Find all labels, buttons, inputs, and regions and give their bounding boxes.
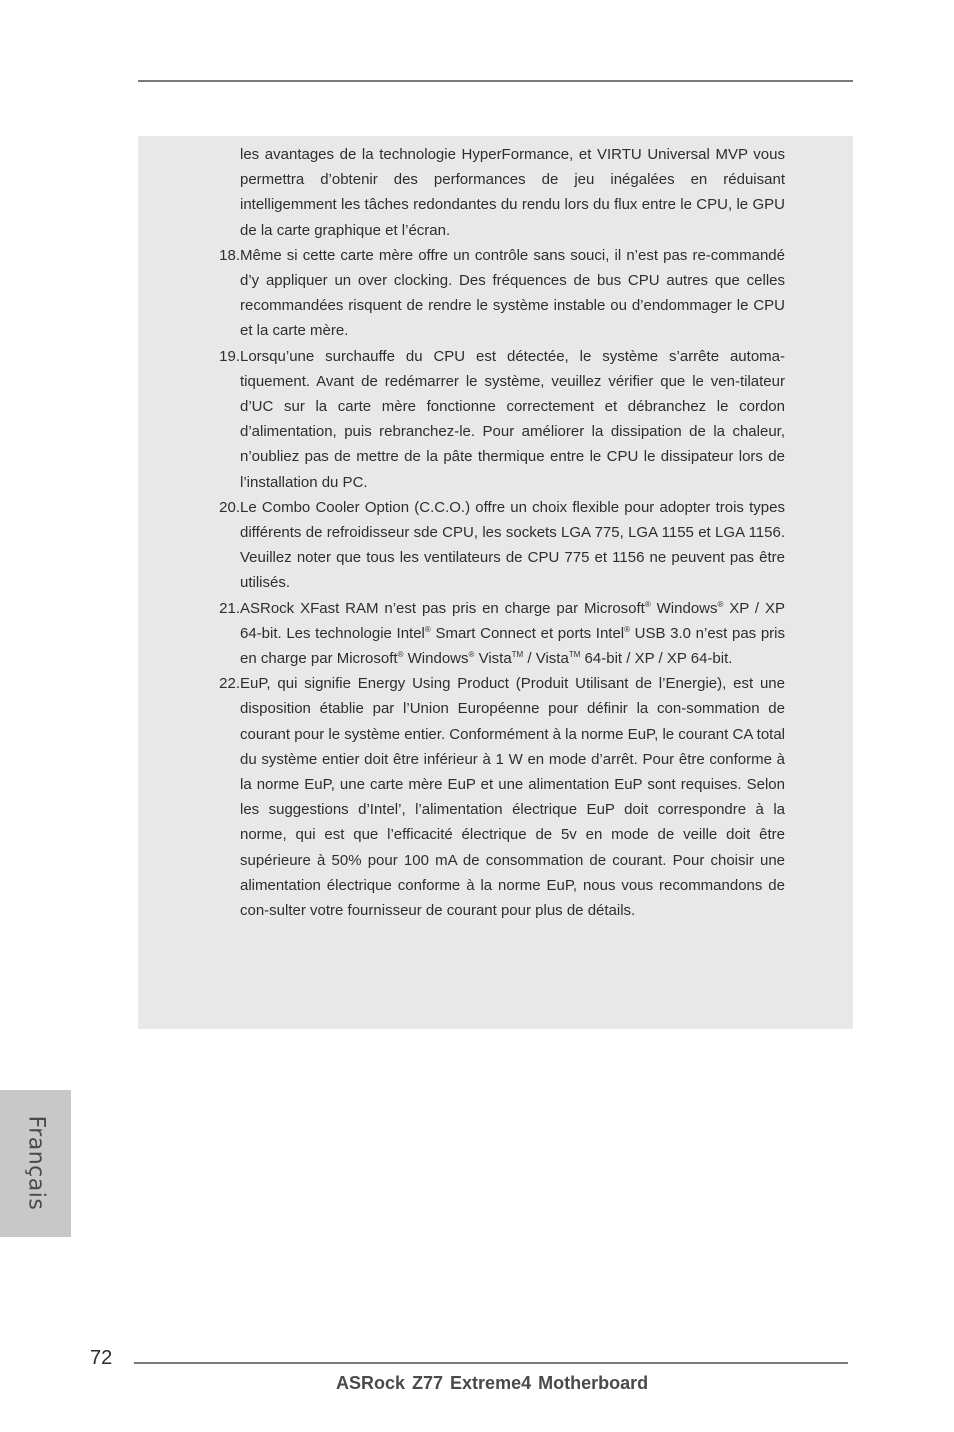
registered-mark: ® [644,599,651,609]
note-text: Le Combo Cooler Option (C.C.O.) offre un choix flexible pour adopter trois types différents de refroidisseur sde CPU, les sockets LGA 775, LGA 1155 et LGA 1156. Veuillez noter que tous les ventilateurs de CPU 775 et 1156 ne peuvent pas être utilisés. [240,498,785,592]
language-label: Français [23,1115,49,1211]
note-text-part: Smart Connect et ports Intel [430,624,625,642]
header-rule [138,80,853,82]
note-text [240,596,785,672]
note-text-part: ASRock XFast RAM n’est pas pris en charge par Microsoft [240,599,645,617]
note-item-19 [197,344,785,495]
note-number: 20. [219,498,240,516]
registered-mark: ® [424,624,431,634]
note-text-part: Windows [403,650,469,668]
note-text: les avantages de la technologie HyperFormance, et VIRTU Universal MVP vous permettra d’obtenir des performances de jeu inégalées en réduisant intelligemment les tâches redondantes du rendu lors du flux entre le CPU, le GPU de la carte graphique et l’écran. [240,146,785,239]
note-continuation [197,142,785,243]
note-number: 19. [219,347,240,365]
page-number: 72 [90,1347,113,1369]
note-item-20 [197,495,785,596]
note-text: Lorsqu’une surchauffe du CPU est détectée, le système s’arrête automa-tiquement. Avant de redémarrer le système, veuillez vérifier que le ven-tilateur d’UC sur la carte mère fonctionne correctement et débranchez le cordon d’alimentation, puis rebranchez-le. Pour améliorer la dissipation de la chaleur, n’oubliez pas de mettre de la pâte thermique entre le CPU le dissipateur lors de l’installation du PC. [240,347,785,491]
registered-mark: ® [624,624,631,634]
registered-mark: ® [397,650,404,660]
note-text: EuP, qui signifie Energy Using Product (Produit Utilisant de l’Energie), est une disposition établie par l’Union Européenne pour définir la con-sommation de courant pour le système entier. Conformément à la norme EuP, le courant CA total du système entier doit être inférieur à 1 W en mode d’arrêt. Pour être conforme à la norme EuP, une carte mère EuP et une alimentation EuP sont requises. Selon les suggestions d’Intel’, l’alimentation électrique EuP doit correspondre à la norme, qui est que l’efficacité électrique de 5v en mode de veille doit être supérieure à 50% pour 100 mA de consommation de courant. Pour choisir une alimentation électrique conforme à la norme EuP, nous vous recommandons de con-sulter votre fournisseur de courant pour plus de détails. [240,675,786,920]
note-text-part: Windows [650,599,718,617]
footer-rule [134,1362,848,1364]
note-item-22 [197,671,785,923]
note-item-18 [197,243,785,344]
notes-list [197,142,785,923]
note-text-part: 64-bit / XP / XP 64-bit. [580,650,733,668]
footer-title: ASRock Z77 Extreme4 Motherboard [336,1373,649,1393]
registered-mark: ® [468,650,475,660]
note-text-part: USB 3.0 n’est pas pris en charge par Microsoft [240,624,785,668]
note-text-part: Vista [474,650,512,668]
trademark-mark: TM [511,650,524,660]
note-text-part: XP / XP 64-bit. Les technologie Intel [240,599,785,642]
note-number: 18. [219,246,240,264]
note-number: 21. [219,599,240,617]
trademark-mark: TM [568,650,581,660]
note-number: 22. [219,675,240,693]
registered-mark: ® [717,599,724,609]
note-text-part: / Vista [523,650,569,668]
note-item-21 [197,596,785,672]
note-text: Même si cette carte mère offre un contrôle sans souci, il n’est pas re-commandé d’y appliquer un over clocking. Des fréquences de bus CPU autres que celles recommandées risquent de rendre le système instable ou d’endommager le CPU et la carte mère. [240,246,785,340]
